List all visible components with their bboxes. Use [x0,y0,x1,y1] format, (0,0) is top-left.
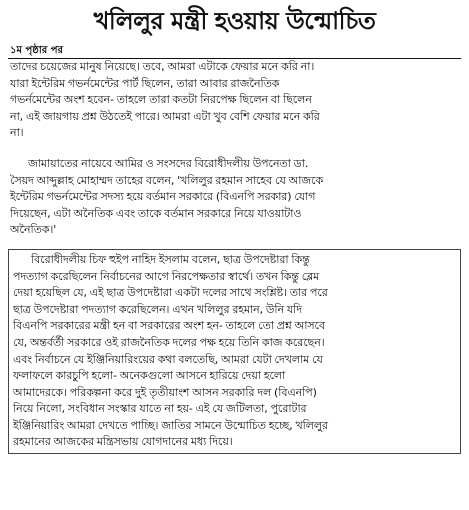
paragraph-line: ছাত্র উপদেষ্টারা পদত্যাগ করেছিলেন। এখন খলিলুর রহমান, উনি যদি [13,302,302,316]
paragraph-line: না, এই জায়গায় প্রশ্ন উঠতেই পারে। আমরা এটা খুব বেশি ফেয়ার মনে করি [10,109,320,123]
paragraph-1 [8,58,461,142]
paragraph-line: যারা ইন্টেরিম গভর্নমেন্টের পার্ট ছিলেন, তারা আবার রাজনৈতিক [10,76,280,90]
paragraph-2 [8,156,461,239]
paragraph-3-boxed [8,249,461,454]
paragraph-line: তাদের চয়েজের মানুষ নিয়েছে। তবে, আমরা এটাকে ফেয়ার মনে করি না। [10,60,315,73]
paragraph-line: গভর্নমেন্টের অংশ হবেন- তাহলে তারা কতটা নিরপেক্ষ ছিলেন বা ছিলেন [10,93,312,107]
paragraph-line: ইন্টেরিম গভর্নমেন্টের সদস্য হয়ে বর্তমান সরকারে (বিএনপি সরকার) যোগ [10,190,316,204]
headline: খলিলুর মন্ত্রী হওয়ায় উন্মোচিত [93,6,376,35]
paragraph-line: দিয়েছেন, এটা অনৈতিক এবং তাকে বর্তমান সরকারে নিয়ে যাওয়াটাও [10,206,302,220]
paragraph-line: ফলাফলে কারচুপি হলো- অনেকগুলো আসনে হারিয়ে দেয়া হলো [13,369,286,383]
paragraph-line: বিএনপি সরকারের মন্ত্রী হন বা সরকারের অংশ হন- তাহলে তো প্রশ্ন আসবে [13,319,325,333]
paragraph-line: এবং নির্বাচনে যে ইঞ্জিনিয়ারিংয়ের কথা বলতেছি, আমরা যেটা দেখলাম যে [13,352,323,366]
continued-from-label: ১ম পৃষ্ঠার পর [10,45,63,56]
paragraph-line: নিয়ে নিলো, সংবিধান সংস্কার যাতে না হয়- এই যে জটিলতা, পুরোটার [13,402,307,416]
paragraph-line: অনৈতিক।' [10,223,57,237]
paragraph-line: না। [10,126,24,140]
paragraph-line: সৈয়দ আব্দুল্লাহ মোহাম্মদ তাহের বলেন, 'খলিলুর রহমান সাহেব যে আজকে [10,173,324,187]
paragraph-line: দেয়া হয়েছিল যে, এই ছাত্র উপদেষ্টারা একটা দলের সাথে সংশ্লিষ্ট। তার পরে [13,286,328,300]
paragraph-line: জামায়াতের নায়েবে আমির ও সংসদের বিরোধীদলীয় উপনেতা ডা. [28,156,309,170]
paragraph-line: ইঞ্জিনিয়ারিং আমরা দেখতে পাচ্ছি। জাতির সামনে উন্মোচিত হচ্ছে, খলিলুর [13,418,328,432]
paragraph-line: বিরোধীদলীয় চিফ হুইপ নাহিদ ইসলাম বলেন, ছাত্র উপদেষ্টারা কিন্তু [31,252,310,266]
paragraph-line: আমাদেরকে। পরিকল্পনা করে দুই তৃতীয়াংশ আসন সরকারি দল (বিএনপি) [13,385,317,399]
paragraph-line: যে, অন্তর্বর্তী সরকারে ওই রাজনৈতিক দলের পক্ষ হয়ে তিনি কাজ করেছেন। [13,335,325,349]
paragraph-line: পদত্যাগ করেছিলেন নির্বাচনের আগে নিরপেক্ষতার স্বার্থে। তখন কিন্তু ব্লেম [13,269,320,283]
paragraph-line: রহমানের আজকের মন্ত্রিসভায় যোগদানের মধ্য দিয়ে। [13,435,233,449]
